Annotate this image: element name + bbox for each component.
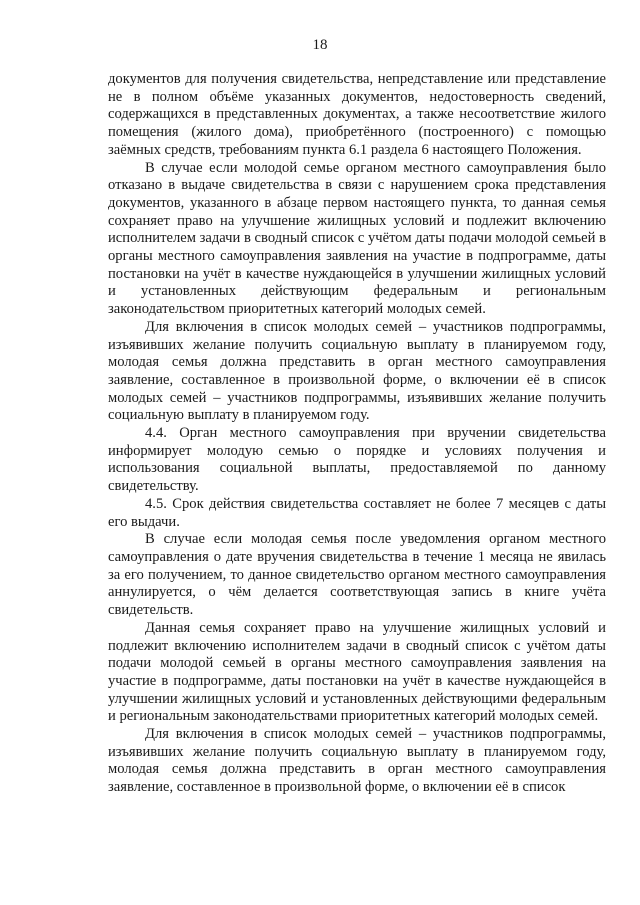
paragraph-4: 4.4. Орган местного самоуправления при вручении свидетельства информирует молодую семью о порядке и условиях получения и использования социальной выплаты, предоставляемой по данному свидетельству. <box>108 425 606 495</box>
paragraph-7: Данная семья сохраняет право на улучшение жилищных условий и подлежит включению исполнителем задачи в сводный список с учётом даты подачи молодой семьей в органы местного самоуправления заявления на участие в подпрограмме, даты постановки на учёт в качестве нуждающейся в улучшении жилищных условий и установленных действующими федеральным и региональным законодательствами приоритетных категорий молодых семей. <box>108 619 606 725</box>
paragraph-5: 4.5. Срок действия свидетельства составляет не более 7 месяцев с даты его выдачи. <box>108 495 606 530</box>
paragraph-1: документов для получения свидетельства, непредставление или представление не в полном объёме указанных документов, недостоверность сведений, содержащихся в представленных документах, а также несоответствие жилого помещения (жилого дома), приобретённого (построенного) с помощью заёмных средств, требованиям пункта 6.1 раздела 6 настоящего Положения. <box>108 71 606 158</box>
paragraph-8: Для включения в список молодых семей – участников подпрограммы, изъявивших желание получить социальную выплату в планируемом году, молодая семья должна представить в орган местного самоуправления заявление, составленное в произвольной форме, о включении её в список <box>108 726 606 796</box>
paragraph-2: В случае если молодой семье органом местного самоуправления было отказано в выдаче свидетельства в связи с нарушением срока представления документов, указанного в абзаце первом настоящего пункта, то данная семья сохраняет право на улучшение жилищных условий и подлежит включению исполнителем задачи в сводный список с учётом даты подачи молодой семьей в органы местного самоуправления заявления на участие в подпрограмме, даты постановки на учёт в качестве нуждающейся в улучшении жилищных условий и установленных действующим федеральным и региональным законодательством приоритетных категорий молодых семей. <box>108 159 606 318</box>
page-number: 18 <box>312 37 328 53</box>
paragraph-6: В случае если молодая семья после уведомления органом местного самоуправления о дате вручения свидетельства в течение 1 месяца не явилась за его получением, то данное свидетельство органом местного самоуправления аннулируется, о чём делается соответствующая запись в книге учёта свидетельств. <box>108 531 606 619</box>
page-body <box>108 71 606 797</box>
paragraph-3: Для включения в список молодых семей – участников подпрограммы, изъявивших желание получить социальную выплату в планируемом году, молодая семья должна представить в орган местного самоуправления заявление, составленное в произвольной форме, о включении её в список молодых семей – участников подпрограммы, изъявивших желание получить социальную выплату в планируемом году. <box>108 318 606 424</box>
